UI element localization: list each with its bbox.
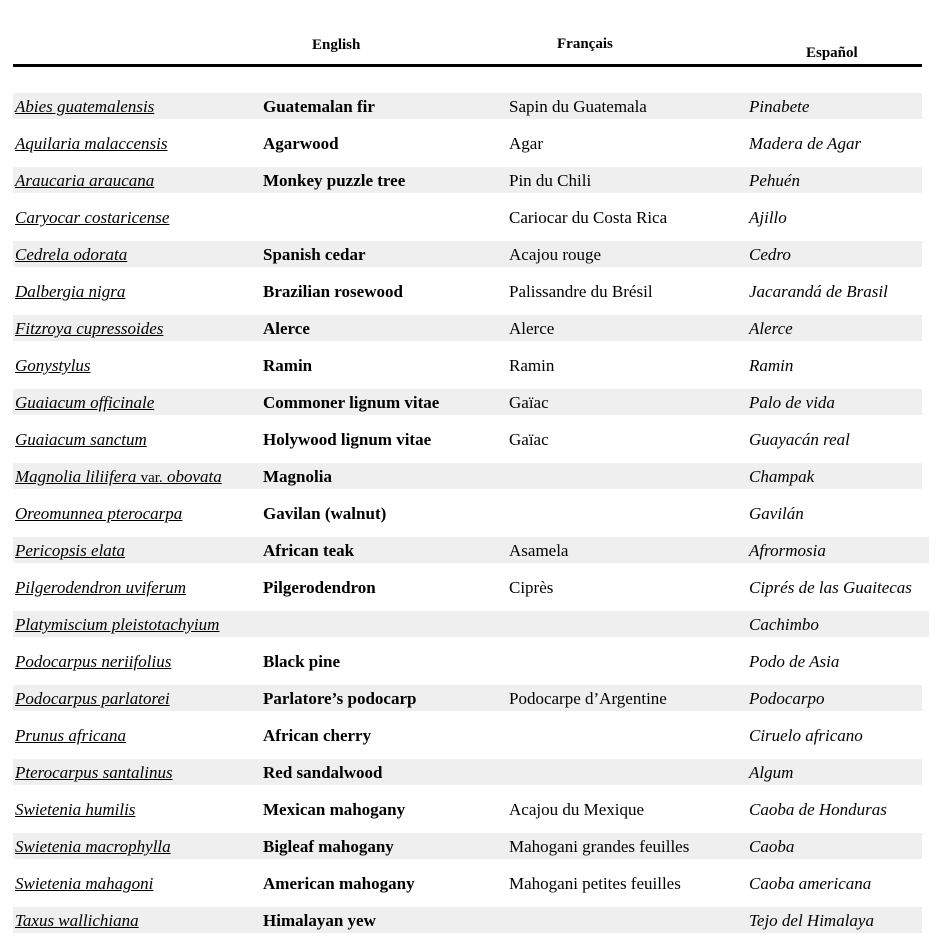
- scientific-name: Cedrela odorata: [15, 245, 128, 264]
- scientific-name: Swietenia humilis: [15, 800, 136, 819]
- spanish-name: Cachimbo: [749, 615, 819, 634]
- english-name: Spanish cedar: [263, 245, 366, 264]
- french-name: Acajou rouge: [509, 245, 602, 264]
- table-row: [0, 203, 936, 240]
- french-name: Ramin: [509, 356, 555, 375]
- english-name: Ramin: [263, 356, 313, 375]
- french-name: Cariocar du Costa Rica: [509, 208, 668, 227]
- table-row: [0, 425, 936, 462]
- scientific-name: Gonystylus: [15, 356, 91, 375]
- french-name: Palissandre du Brésil: [509, 282, 653, 301]
- french-name: Acajou du Mexique: [509, 800, 645, 819]
- scientific-name-link[interactable]: [15, 687, 170, 711]
- table-row: [0, 758, 936, 795]
- scientific-name-link[interactable]: [15, 317, 163, 341]
- scientific-name-link[interactable]: [15, 354, 91, 378]
- spanish-name: Guayacán real: [749, 430, 850, 449]
- table-row: [0, 92, 936, 129]
- table-row: [0, 129, 936, 166]
- english-name: Pilgerodendron: [263, 578, 376, 597]
- english-name: Black pine: [263, 652, 340, 671]
- scientific-name-link[interactable]: [15, 95, 154, 119]
- spanish-name: Jacarandá de Brasil: [749, 282, 888, 301]
- table-row: [0, 277, 936, 314]
- french-name: Sapin du Guatemala: [509, 97, 647, 116]
- english-name: American mahogany: [263, 874, 415, 893]
- scientific-name: Abies guatemalensis: [15, 97, 155, 116]
- spanish-name: Champak: [749, 467, 815, 486]
- spanish-name: Madera de Agar: [749, 134, 862, 153]
- english-name: Bigleaf mahogany: [263, 837, 394, 856]
- scientific-name: Guaiacum sanctum: [15, 430, 147, 449]
- scientific-name-link[interactable]: [15, 613, 219, 637]
- spanish-name: Cedro: [749, 245, 791, 264]
- scientific-name: Araucaria araucana: [15, 171, 155, 190]
- french-name: Mahogani grandes feuilles: [509, 837, 690, 856]
- spanish-name: Palo de vida: [749, 393, 835, 412]
- spanish-name: Ciruelo africano: [749, 726, 863, 745]
- scientific-name: Guaiacum officinale: [15, 393, 155, 412]
- scientific-name-link[interactable]: [15, 576, 186, 600]
- table-row: [0, 610, 936, 647]
- english-name: Alerce: [263, 319, 310, 338]
- table-row: [0, 647, 936, 684]
- spanish-name: Caoba de Honduras: [749, 800, 887, 819]
- table-row: [0, 240, 936, 277]
- scientific-name: Podocarpus neriifolius: [15, 652, 172, 671]
- scientific-name-link[interactable]: [15, 206, 169, 230]
- spanish-name: Pehuén: [749, 171, 800, 190]
- scientific-name: Fitzroya cupressoides: [15, 319, 164, 338]
- header-rule: [13, 64, 922, 67]
- scientific-name-rest: obovata: [166, 467, 222, 486]
- table-row: [0, 684, 936, 721]
- scientific-name: Taxus wallichiana: [15, 911, 139, 930]
- scientific-name: Aquilaria malaccensis: [15, 134, 168, 153]
- english-name: Parlatore’s podocarp: [263, 689, 417, 708]
- scientific-name-link[interactable]: [15, 761, 173, 785]
- table-body: [0, 92, 936, 943]
- french-name: Ciprès: [509, 578, 554, 597]
- scientific-name: Podocarpus parlatorei: [15, 689, 170, 708]
- table-row: [0, 462, 936, 499]
- scientific-name-link[interactable]: [15, 428, 147, 452]
- scientific-name: Caryocar costaricense: [15, 208, 170, 227]
- english-name: Agarwood: [263, 134, 339, 153]
- scientific-name-link[interactable]: [15, 280, 125, 304]
- spanish-name: Podocarpo: [749, 689, 825, 708]
- header-english: English: [312, 37, 361, 53]
- scientific-name-link[interactable]: [15, 132, 168, 156]
- french-name: Podocarpe d’Argentine: [509, 689, 667, 708]
- scientific-name: Pericopsis elata: [15, 541, 126, 560]
- spanish-name: Afrormosia: [749, 541, 826, 560]
- table-row: [0, 795, 936, 832]
- table-row: [0, 351, 936, 388]
- french-name: Gaïac: [509, 430, 549, 449]
- table-row: [0, 869, 936, 906]
- french-name: Mahogani petites feuilles: [509, 874, 681, 893]
- scientific-name: Dalbergia nigra: [15, 282, 126, 301]
- scientific-name: Platymiscium pleistotachyium: [15, 615, 220, 634]
- table-row: [0, 314, 936, 351]
- english-name: Himalayan yew: [263, 911, 376, 930]
- scientific-name-link[interactable]: [15, 835, 171, 859]
- english-name: African teak: [263, 541, 355, 560]
- scientific-name-link[interactable]: [15, 243, 127, 267]
- english-name: Magnolia: [263, 467, 332, 486]
- table-row: [0, 832, 936, 869]
- table-row: [0, 166, 936, 203]
- scientific-name-link[interactable]: [15, 909, 139, 933]
- scientific-name-link[interactable]: [15, 872, 153, 896]
- scientific-name-link[interactable]: [15, 465, 222, 490]
- english-name: Brazilian rosewood: [263, 282, 403, 301]
- spanish-name: Gavilán: [749, 504, 804, 523]
- french-name: Gaïac: [509, 393, 549, 412]
- scientific-name: Prunus africana: [15, 726, 126, 745]
- scientific-name-link[interactable]: [15, 502, 182, 526]
- spanish-name: Caoba americana: [749, 874, 872, 893]
- spanish-name: Alerce: [749, 319, 793, 338]
- table-row: [0, 721, 936, 758]
- header-espanol: Español: [806, 45, 858, 61]
- scientific-name: Magnolia liliifera: [15, 467, 137, 486]
- scientific-name-link[interactable]: [15, 539, 125, 563]
- table-row: [0, 499, 936, 536]
- english-name: African cherry: [263, 726, 372, 745]
- english-name: Red sandalwood: [263, 763, 383, 782]
- scientific-name: Swietenia macrophylla: [15, 837, 171, 856]
- french-name: Agar: [509, 134, 543, 153]
- scientific-name-link[interactable]: [15, 169, 154, 193]
- scientific-name: Oreomunnea pterocarpa: [15, 504, 183, 523]
- scientific-name: Pterocarpus santalinus: [15, 763, 173, 782]
- scientific-name-link[interactable]: [15, 724, 126, 748]
- spanish-name: Algum: [749, 763, 794, 782]
- english-name: Mexican mahogany: [263, 800, 406, 819]
- spanish-name: Caoba: [749, 837, 795, 856]
- english-name: Monkey puzzle tree: [263, 171, 406, 190]
- french-name: Asamela: [509, 541, 569, 560]
- table-row: [0, 906, 936, 943]
- header-francais: Français: [557, 36, 613, 52]
- english-name: Gavilan (walnut): [263, 504, 387, 523]
- table-row: [0, 573, 936, 610]
- scientific-name: Swietenia mahagoni: [15, 874, 154, 893]
- spanish-name: Podo de Asia: [749, 652, 840, 671]
- scientific-name-link[interactable]: [15, 391, 154, 415]
- scientific-name: Pilgerodendron uviferum: [15, 578, 187, 597]
- english-name: Guatemalan fir: [263, 97, 375, 116]
- spanish-name: Ajillo: [749, 208, 787, 227]
- spanish-name: Ciprés de las Guaitecas: [749, 578, 912, 597]
- scientific-name-link[interactable]: [15, 798, 135, 822]
- french-name: Alerce: [509, 319, 555, 338]
- scientific-name-link[interactable]: [15, 650, 171, 674]
- english-name: Commoner lignum vitae: [263, 393, 440, 412]
- table-row: [0, 536, 936, 573]
- spanish-name: Pinabete: [749, 97, 810, 116]
- spanish-name: Tejo del Himalaya: [749, 911, 874, 930]
- table-row: [0, 388, 936, 425]
- french-name: Pin du Chili: [509, 171, 592, 190]
- spanish-name: Ramin: [749, 356, 794, 375]
- scientific-name-var: var.: [140, 470, 163, 486]
- english-name: Holywood lignum vitae: [263, 430, 432, 449]
